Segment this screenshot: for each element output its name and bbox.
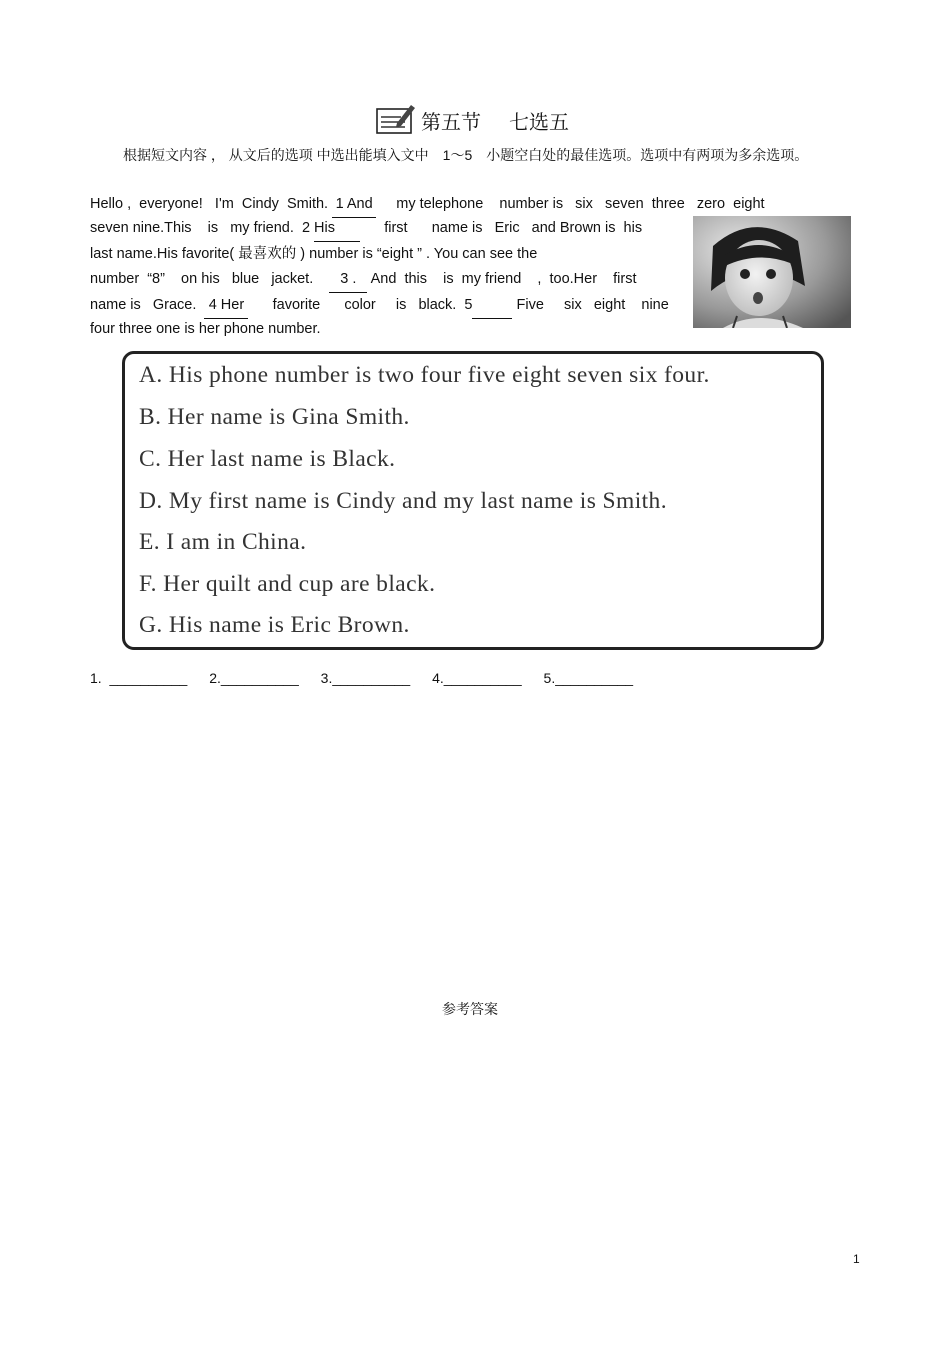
answer-blank-3[interactable]: 3.__________ bbox=[320, 670, 411, 686]
answer-blank-4[interactable]: 4.__________ bbox=[432, 670, 522, 686]
passage-line-1: Hello , everyone! I'm Cindy Smith. 1 And my telephone number is six seven three zero eight bbox=[90, 192, 765, 218]
passage-line-5: name is Grace. 4 Her favorite color is black. 5 Five six eight nine bbox=[90, 293, 669, 319]
option-a: A. His phone number is two four five eight seven six four. bbox=[139, 362, 710, 388]
answer-row bbox=[90, 670, 651, 686]
passage-line-4: number “8” on his blue jacket. 3 . And this is my friend , too.Her first bbox=[90, 267, 637, 293]
blank-3: 3 . bbox=[329, 267, 367, 293]
option-g: G. His name is Eric Brown. bbox=[139, 612, 410, 638]
title-part: 第五节 bbox=[421, 109, 481, 134]
blank-5 bbox=[472, 293, 512, 319]
page-title bbox=[421, 106, 597, 135]
option-e: E. I am in China. bbox=[139, 529, 307, 555]
girl-photo bbox=[693, 216, 851, 328]
title-name: 七选五 bbox=[509, 109, 569, 134]
section-heading bbox=[375, 100, 597, 140]
pen-note-icon bbox=[375, 103, 415, 137]
passage-line-2: seven nine.This is my friend. 2 His first name is Eric and Brown is his bbox=[90, 216, 642, 242]
option-b: B. Her name is Gina Smith. bbox=[139, 404, 410, 430]
answer-key-heading: 参考答案 bbox=[442, 1001, 498, 1017]
blank-1: 1 And bbox=[332, 192, 376, 218]
answer-blank-5[interactable]: 5.__________ bbox=[543, 670, 634, 686]
option-d: D. My first name is Cindy and my last name is Smith. bbox=[139, 488, 667, 514]
passage-line-3: last name.His favorite( 最喜欢的 ) number is “eight ” . You can see the bbox=[90, 246, 538, 262]
answer-blank-2[interactable]: 2.__________ bbox=[209, 670, 299, 686]
passage-line-6: four three one is her phone number. bbox=[90, 321, 321, 337]
option-f: F. Her quilt and cup are black. bbox=[139, 571, 436, 597]
blank-2: His bbox=[314, 216, 360, 242]
page-number: 1 bbox=[853, 1252, 860, 1266]
options-box bbox=[122, 351, 824, 650]
blank-4: 4 Her bbox=[204, 293, 248, 319]
instructions: 根据短文内容 ， 从文后的选项 中选出能填入文中 1～5 小题空白处的最佳选项。选项中有两项为多余选项。 bbox=[123, 147, 809, 163]
answer-blank-1[interactable]: 1. __________ bbox=[90, 670, 188, 686]
option-c: C. Her last name is Black. bbox=[139, 446, 396, 472]
